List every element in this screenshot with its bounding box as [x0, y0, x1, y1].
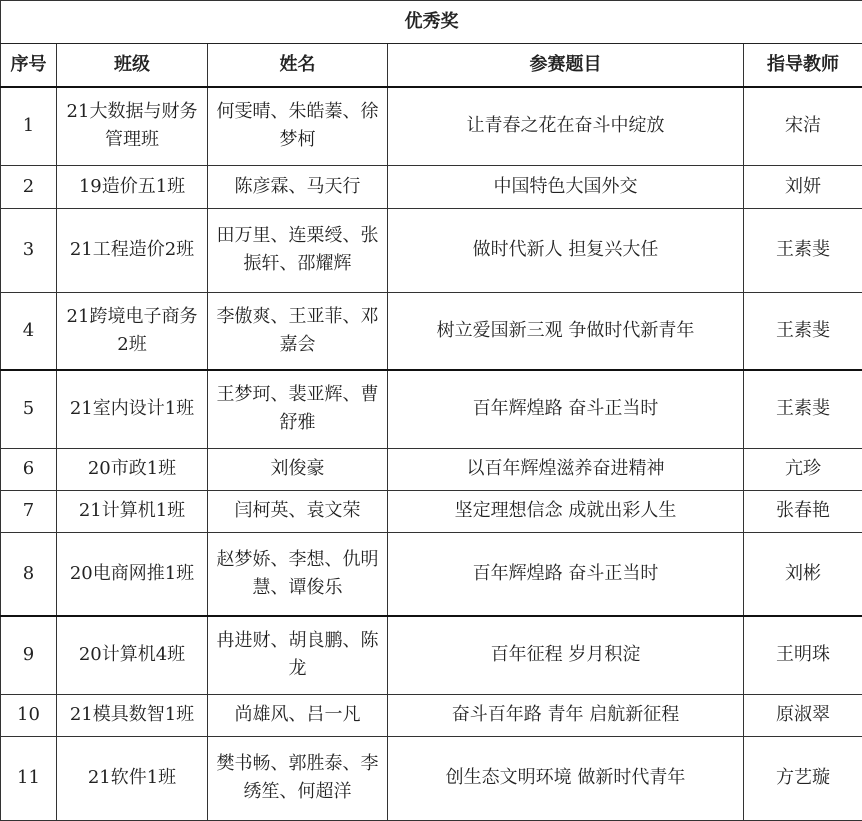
table-row [1, 694, 862, 736]
table-row [1, 370, 862, 448]
row-names: 何雯晴、朱皓蓁、徐梦柯 [208, 87, 388, 165]
column-header-number: 序号 [1, 44, 57, 88]
row-topic: 让青春之花在奋斗中绽放 [388, 87, 744, 165]
row-number: 1 [1, 87, 57, 165]
row-class: 21跨境电子商务2班 [57, 292, 208, 370]
row-teacher: 原淑翠 [744, 694, 862, 736]
column-header-teacher: 指导教师 [744, 44, 862, 88]
row-names: 王梦珂、裴亚辉、曹舒雅 [208, 370, 388, 448]
row-teacher: 刘彬 [744, 532, 862, 616]
row-class: 21工程造价2班 [57, 208, 208, 292]
table-row [1, 490, 862, 532]
row-number: 7 [1, 490, 57, 532]
row-teacher: 方艺璇 [744, 736, 862, 820]
row-number: 10 [1, 694, 57, 736]
row-topic: 做时代新人 担复兴大任 [388, 208, 744, 292]
row-topic: 百年辉煌路 奋斗正当时 [388, 370, 744, 448]
row-teacher: 王明珠 [744, 616, 862, 694]
table-row [1, 736, 862, 820]
row-number: 9 [1, 616, 57, 694]
row-teacher: 张春艳 [744, 490, 862, 532]
row-teacher: 王素斐 [744, 208, 862, 292]
row-class: 20电商网推1班 [57, 532, 208, 616]
row-names: 赵梦娇、李想、仇明慧、谭俊乐 [208, 532, 388, 616]
row-number: 8 [1, 532, 57, 616]
row-names: 闫柯英、袁文荣 [208, 490, 388, 532]
row-class: 21计算机1班 [57, 490, 208, 532]
row-class: 19造价五1班 [57, 165, 208, 208]
row-number: 4 [1, 292, 57, 370]
row-topic: 百年征程 岁月积淀 [388, 616, 744, 694]
row-class: 21软件1班 [57, 736, 208, 820]
row-number: 2 [1, 165, 57, 208]
table-row [1, 87, 862, 165]
row-topic: 坚定理想信念 成就出彩人生 [388, 490, 744, 532]
row-names: 樊书畅、郭胜泰、李绣笙、何超洋 [208, 736, 388, 820]
table-row [1, 165, 862, 208]
row-number: 3 [1, 208, 57, 292]
row-topic: 以百年辉煌滋养奋进精神 [388, 448, 744, 490]
row-number: 11 [1, 736, 57, 820]
row-topic: 百年辉煌路 奋斗正当时 [388, 532, 744, 616]
row-names: 冉进财、胡良鹏、陈龙 [208, 616, 388, 694]
row-teacher: 亢珍 [744, 448, 862, 490]
table-row [1, 616, 862, 694]
row-teacher: 王素斐 [744, 292, 862, 370]
header-row [1, 44, 862, 88]
table-row [1, 532, 862, 616]
row-names: 田万里、连栗绶、张振轩、邵耀辉 [208, 208, 388, 292]
column-header-names: 姓名 [208, 44, 388, 88]
row-names: 陈彦霖、马天行 [208, 165, 388, 208]
row-class: 20市政1班 [57, 448, 208, 490]
column-header-class: 班级 [57, 44, 208, 88]
row-names: 尚雄风、吕一凡 [208, 694, 388, 736]
table-title: 优秀奖 [1, 1, 862, 44]
table-row [1, 292, 862, 370]
row-topic: 创生态文明环境 做新时代青年 [388, 736, 744, 820]
row-class: 20计算机4班 [57, 616, 208, 694]
row-names: 李傲爽、王亚菲、邓嘉会 [208, 292, 388, 370]
row-number: 5 [1, 370, 57, 448]
row-teacher: 王素斐 [744, 370, 862, 448]
row-topic: 中国特色大国外交 [388, 165, 744, 208]
row-topic: 树立爱国新三观 争做时代新青年 [388, 292, 744, 370]
row-teacher: 刘妍 [744, 165, 862, 208]
title-row [1, 1, 862, 44]
row-number: 6 [1, 448, 57, 490]
row-class: 21大数据与财务管理班 [57, 87, 208, 165]
table-row [1, 448, 862, 490]
column-header-topic: 参赛题目 [388, 44, 744, 88]
row-class: 21模具数智1班 [57, 694, 208, 736]
row-teacher: 宋洁 [744, 87, 862, 165]
row-names: 刘俊豪 [208, 448, 388, 490]
table-row [1, 208, 862, 292]
row-class: 21室内设计1班 [57, 370, 208, 448]
row-topic: 奋斗百年路 青年 启航新征程 [388, 694, 744, 736]
